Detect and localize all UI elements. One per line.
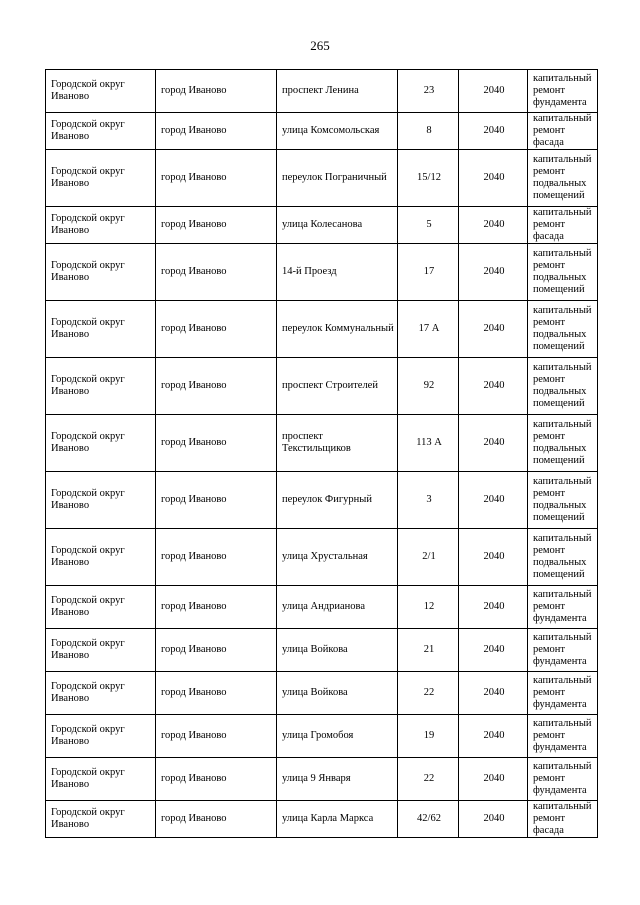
repair-schedule-table bbox=[45, 69, 598, 838]
table-row bbox=[46, 150, 598, 207]
street-cell: улица Колесанова bbox=[277, 207, 398, 244]
work-type-cell: капитальный ремонт фундамента bbox=[528, 70, 598, 113]
table-row bbox=[46, 586, 598, 629]
house-number-cell: 113 А bbox=[398, 415, 459, 472]
work-type-cell: капитальный ремонт фундамента bbox=[528, 586, 598, 629]
house-number-cell: 19 bbox=[398, 715, 459, 758]
city-cell: город Иваново bbox=[156, 70, 277, 113]
table-row bbox=[46, 672, 598, 715]
district-cell: Городской округ Иваново bbox=[46, 244, 156, 301]
district-cell: Городской округ Иваново bbox=[46, 70, 156, 113]
district-cell: Городской округ Иваново bbox=[46, 207, 156, 244]
city-cell: город Иваново bbox=[156, 358, 277, 415]
street-cell: проспект Ленина bbox=[277, 70, 398, 113]
work-type-cell: капитальный ремонт подвальных помещений bbox=[528, 244, 598, 301]
district-cell: Городской округ Иваново bbox=[46, 801, 156, 838]
house-number-cell: 8 bbox=[398, 113, 459, 150]
city-cell: город Иваново bbox=[156, 415, 277, 472]
work-type-cell: капитальный ремонт подвальных помещений bbox=[528, 358, 598, 415]
street-cell: улица Войкова bbox=[277, 629, 398, 672]
street-cell: улица Хрустальная bbox=[277, 529, 398, 586]
year-cell: 2040 bbox=[459, 70, 528, 113]
district-cell: Городской округ Иваново bbox=[46, 358, 156, 415]
street-cell: переулок Коммунальный bbox=[277, 301, 398, 358]
table-row bbox=[46, 472, 598, 529]
table-row bbox=[46, 715, 598, 758]
district-cell: Городской округ Иваново bbox=[46, 301, 156, 358]
house-number-cell: 92 bbox=[398, 358, 459, 415]
table-row bbox=[46, 244, 598, 301]
work-type-cell: капитальный ремонт фасада bbox=[528, 207, 598, 244]
street-cell: 14-й Проезд bbox=[277, 244, 398, 301]
work-type-cell: капитальный ремонт фасада bbox=[528, 113, 598, 150]
house-number-cell: 2/1 bbox=[398, 529, 459, 586]
district-cell: Городской округ Иваново bbox=[46, 150, 156, 207]
table-row bbox=[46, 758, 598, 801]
city-cell: город Иваново bbox=[156, 244, 277, 301]
street-cell: переулок Пограничный bbox=[277, 150, 398, 207]
year-cell: 2040 bbox=[459, 672, 528, 715]
district-cell: Городской округ Иваново bbox=[46, 672, 156, 715]
year-cell: 2040 bbox=[459, 529, 528, 586]
city-cell: город Иваново bbox=[156, 207, 277, 244]
house-number-cell: 23 bbox=[398, 70, 459, 113]
work-type-cell: капитальный ремонт подвальных помещений bbox=[528, 529, 598, 586]
work-type-cell: капитальный ремонт фундамента bbox=[528, 758, 598, 801]
year-cell: 2040 bbox=[459, 629, 528, 672]
page-number: 265 bbox=[310, 38, 330, 53]
year-cell: 2040 bbox=[459, 758, 528, 801]
table-row bbox=[46, 415, 598, 472]
table-row bbox=[46, 629, 598, 672]
district-cell: Городской округ Иваново bbox=[46, 586, 156, 629]
district-cell: Городской округ Иваново bbox=[46, 758, 156, 801]
year-cell: 2040 bbox=[459, 472, 528, 529]
year-cell: 2040 bbox=[459, 415, 528, 472]
table-row bbox=[46, 529, 598, 586]
city-cell: город Иваново bbox=[156, 715, 277, 758]
district-cell: Городской округ Иваново bbox=[46, 472, 156, 529]
district-cell: Городской округ Иваново bbox=[46, 715, 156, 758]
house-number-cell: 17 bbox=[398, 244, 459, 301]
year-cell: 2040 bbox=[459, 358, 528, 415]
district-cell: Городской округ Иваново bbox=[46, 113, 156, 150]
work-type-cell: капитальный ремонт фундамента bbox=[528, 672, 598, 715]
city-cell: город Иваново bbox=[156, 758, 277, 801]
street-cell: улица Андрианова bbox=[277, 586, 398, 629]
work-type-cell: капитальный ремонт фундамента bbox=[528, 629, 598, 672]
street-cell: улица Комсомольская bbox=[277, 113, 398, 150]
table-row bbox=[46, 113, 598, 150]
street-cell: улица Громобоя bbox=[277, 715, 398, 758]
house-number-cell: 22 bbox=[398, 672, 459, 715]
year-cell: 2040 bbox=[459, 150, 528, 207]
city-cell: город Иваново bbox=[156, 586, 277, 629]
year-cell: 2040 bbox=[459, 801, 528, 838]
year-cell: 2040 bbox=[459, 301, 528, 358]
city-cell: город Иваново bbox=[156, 113, 277, 150]
city-cell: город Иваново bbox=[156, 529, 277, 586]
street-cell: проспект Строителей bbox=[277, 358, 398, 415]
house-number-cell: 22 bbox=[398, 758, 459, 801]
street-cell: улица Карла Маркса bbox=[277, 801, 398, 838]
year-cell: 2040 bbox=[459, 244, 528, 301]
house-number-cell: 5 bbox=[398, 207, 459, 244]
table-row bbox=[46, 801, 598, 838]
work-type-cell: капитальный ремонт фундамента bbox=[528, 715, 598, 758]
city-cell: город Иваново bbox=[156, 801, 277, 838]
year-cell: 2040 bbox=[459, 207, 528, 244]
table-row bbox=[46, 70, 598, 113]
house-number-cell: 3 bbox=[398, 472, 459, 529]
city-cell: город Иваново bbox=[156, 301, 277, 358]
year-cell: 2040 bbox=[459, 113, 528, 150]
table-row bbox=[46, 358, 598, 415]
city-cell: город Иваново bbox=[156, 472, 277, 529]
year-cell: 2040 bbox=[459, 586, 528, 629]
table-row bbox=[46, 207, 598, 244]
year-cell: 2040 bbox=[459, 715, 528, 758]
city-cell: город Иваново bbox=[156, 672, 277, 715]
house-number-cell: 21 bbox=[398, 629, 459, 672]
house-number-cell: 42/62 bbox=[398, 801, 459, 838]
street-cell: улица Войкова bbox=[277, 672, 398, 715]
city-cell: город Иваново bbox=[156, 150, 277, 207]
work-type-cell: капитальный ремонт подвальных помещений bbox=[528, 415, 598, 472]
table-body bbox=[46, 70, 598, 838]
house-number-cell: 17 А bbox=[398, 301, 459, 358]
work-type-cell: капитальный ремонт подвальных помещений bbox=[528, 472, 598, 529]
work-type-cell: капитальный ремонт подвальных помещений bbox=[528, 301, 598, 358]
house-number-cell: 12 bbox=[398, 586, 459, 629]
district-cell: Городской округ Иваново bbox=[46, 415, 156, 472]
street-cell: улица 9 Января bbox=[277, 758, 398, 801]
city-cell: город Иваново bbox=[156, 629, 277, 672]
district-cell: Городской округ Иваново bbox=[46, 629, 156, 672]
house-number-cell: 15/12 bbox=[398, 150, 459, 207]
table-row bbox=[46, 301, 598, 358]
street-cell: проспект Текстильщиков bbox=[277, 415, 398, 472]
work-type-cell: капитальный ремонт подвальных помещений bbox=[528, 150, 598, 207]
work-type-cell: капитальный ремонт фасада bbox=[528, 801, 598, 838]
district-cell: Городской округ Иваново bbox=[46, 529, 156, 586]
street-cell: переулок Фигурный bbox=[277, 472, 398, 529]
